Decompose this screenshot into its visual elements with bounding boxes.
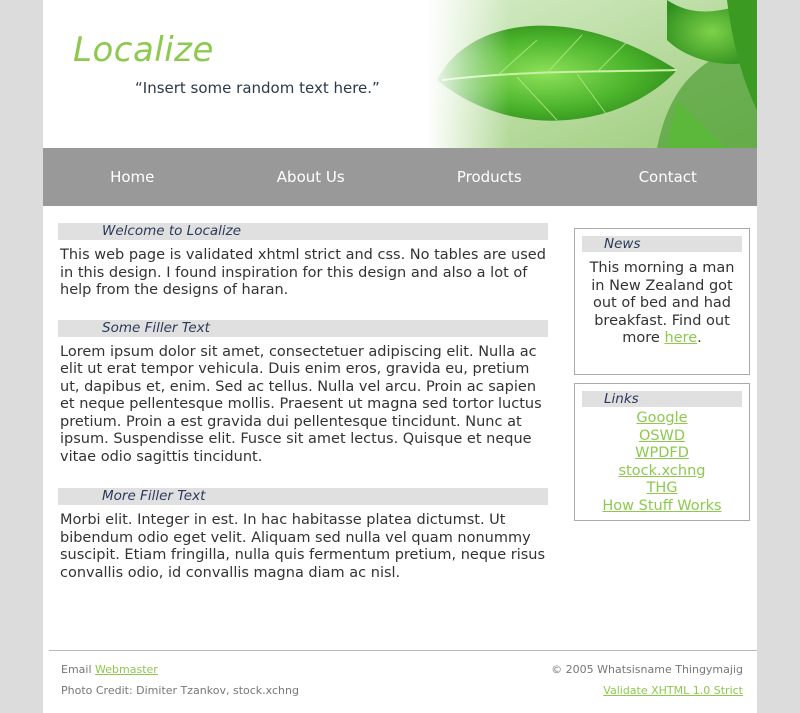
link-oswd[interactable]: OSWD xyxy=(638,427,686,444)
leaf-image xyxy=(427,0,757,148)
news-heading: News xyxy=(582,236,742,252)
validate-xhtml-link[interactable]: Validate XHTML 1.0 Strict xyxy=(603,684,743,697)
news-body xyxy=(575,252,749,348)
section-heading: Welcome to Localize xyxy=(58,223,548,240)
section-welcome xyxy=(58,223,548,300)
section-body: This web page is validated xhtml strict and css. No tables are used in this design. I found inspiration for this design and also a lot of help from the designs of haran. xyxy=(60,247,546,298)
link-stock-xchng[interactable]: stock.xchng xyxy=(618,462,706,479)
tagline: “Insert some random text here.” xyxy=(135,79,380,97)
webmaster-link[interactable]: Webmaster xyxy=(95,663,158,676)
page xyxy=(43,0,757,713)
section-body: Morbi elit. Integer in est. In hac habitasse platea dictumst. Ut bibendum odio eget velit. Aliquam sed nulla vel quam nonummy suscipit. Etiam fringilla, nulla quis fermentum pretium, neque risus convallis odio, id convallis magna diam ac nisl. xyxy=(60,512,546,581)
link-wpdfd[interactable]: WPDFD xyxy=(635,445,689,461)
footer-copyright: © 2005 Whatsisname Thingymajig xyxy=(551,663,743,676)
links-heading: Links xyxy=(582,391,742,407)
links-box xyxy=(574,383,750,521)
section-heading: More Filler Text xyxy=(58,488,548,505)
footer-email-label: Email xyxy=(61,663,92,676)
news-here-link[interactable]: here xyxy=(664,330,698,346)
link-how-stuff-works[interactable]: How Stuff Works xyxy=(602,497,722,514)
nav-products[interactable]: Products xyxy=(456,168,522,186)
section-filler xyxy=(58,320,548,467)
news-text: This morning a man in New Zealand got out of bed and had breakfast. Find out more xyxy=(589,260,735,346)
nav-contact[interactable]: Contact xyxy=(638,168,697,186)
footer-divider xyxy=(49,650,757,651)
link-google[interactable]: Google xyxy=(636,410,688,426)
footer-photo-credit: Photo Credit: Dimiter Tzankov, stock.xchng xyxy=(61,684,299,697)
section-heading: Some Filler Text xyxy=(58,320,548,337)
nav-about-us[interactable]: About Us xyxy=(276,168,345,186)
header xyxy=(43,0,757,148)
news-box xyxy=(574,228,750,375)
footer-email xyxy=(61,663,158,676)
links-list xyxy=(575,407,749,515)
main-nav xyxy=(43,148,757,206)
nav-home[interactable]: Home xyxy=(110,168,155,186)
site-title: Localize xyxy=(73,30,214,70)
news-suffix: . xyxy=(697,330,702,346)
main-content xyxy=(58,223,548,582)
link-thg[interactable]: THG xyxy=(646,480,678,496)
section-body: Lorem ipsum dolor sit amet, consectetuer adipiscing elit. Nulla ac elit ut erat tempor vehicula. Duis enim eros, gravida eu, pretium ut, dapibus et, enim. Sed ac tellus. Nulla vel arcu. Proin ac sapien et neque pellentesque mollis. Praesent ut magna sed tortor luctus pretium. Proin a est gravida dui pellentesque tincidunt. Nunc at ipsum. Suspendisse elit. Fusce sit amet lectus. Quisque et neque vitae odio sagittis tincidunt. xyxy=(60,343,542,465)
section-more-filler xyxy=(58,488,548,582)
